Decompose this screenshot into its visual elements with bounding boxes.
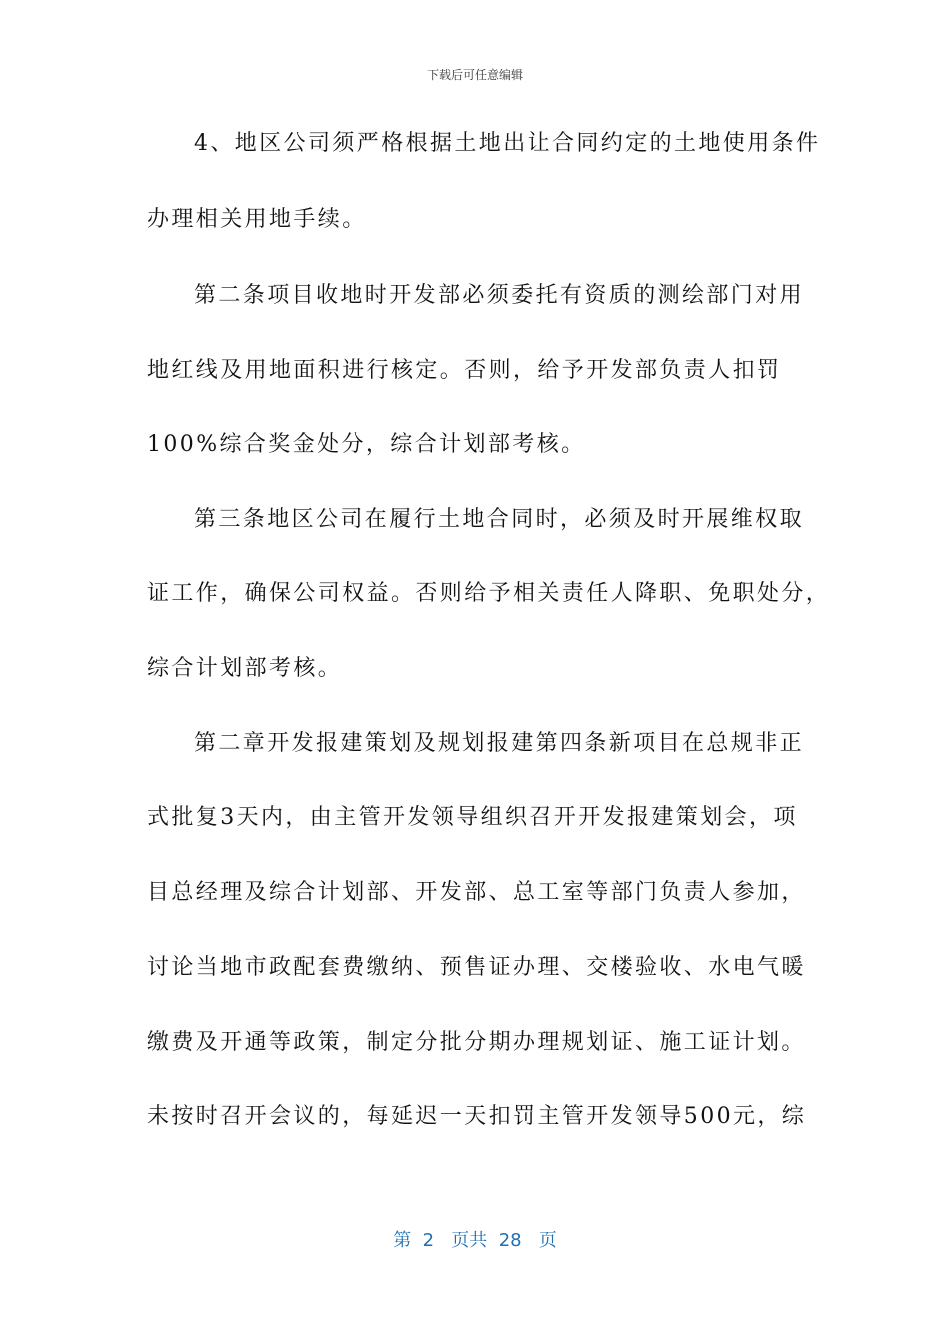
body-line: 地红线及用地面积进行核定。否则，给予开发部负责人扣罚: [147, 358, 782, 383]
body-line: 100%综合奖金处分，综合计划部考核。: [147, 432, 586, 457]
body-line: 未按时召开会议的，每延迟一天扣罚主管开发领导500元，综: [147, 1104, 807, 1129]
body-line: 第三条地区公司在履行土地合同时，必须及时开展维权取: [194, 507, 805, 532]
body-line: 证工作，确保公司权益。否则给予相关责任人降职、免职处分，: [147, 581, 831, 606]
body-line: 目总经理及综合计划部、开发部、总工室等部门负责人参加，: [147, 880, 806, 905]
page-footer: 第 2 页共 28 页: [393, 1230, 557, 1251]
page-header: 下载后可任意编辑: [426, 68, 523, 82]
body-line: 综合计划部考核。: [147, 656, 343, 681]
body-line: 4、地区公司须严格根据土地出让合同约定的土地使用条件: [194, 131, 821, 156]
body-line: 第二条项目收地时开发部必须委托有资质的测绘部门对用: [194, 283, 805, 308]
body-line: 办理相关用地手续。: [147, 207, 367, 232]
body-line: 缴费及开通等政策，制定分批分期办理规划证、施工证计划。: [147, 1030, 806, 1055]
body-line: 第二章开发报建策划及规划报建第四条新项目在总规非正: [194, 731, 805, 756]
body-line: 讨论当地市政配套费缴纳、预售证办理、交楼验收、水电气暖: [147, 955, 806, 980]
body-line: 式批复3天内，由主管开发领导组织召开开发报建策划会，项: [147, 805, 798, 830]
